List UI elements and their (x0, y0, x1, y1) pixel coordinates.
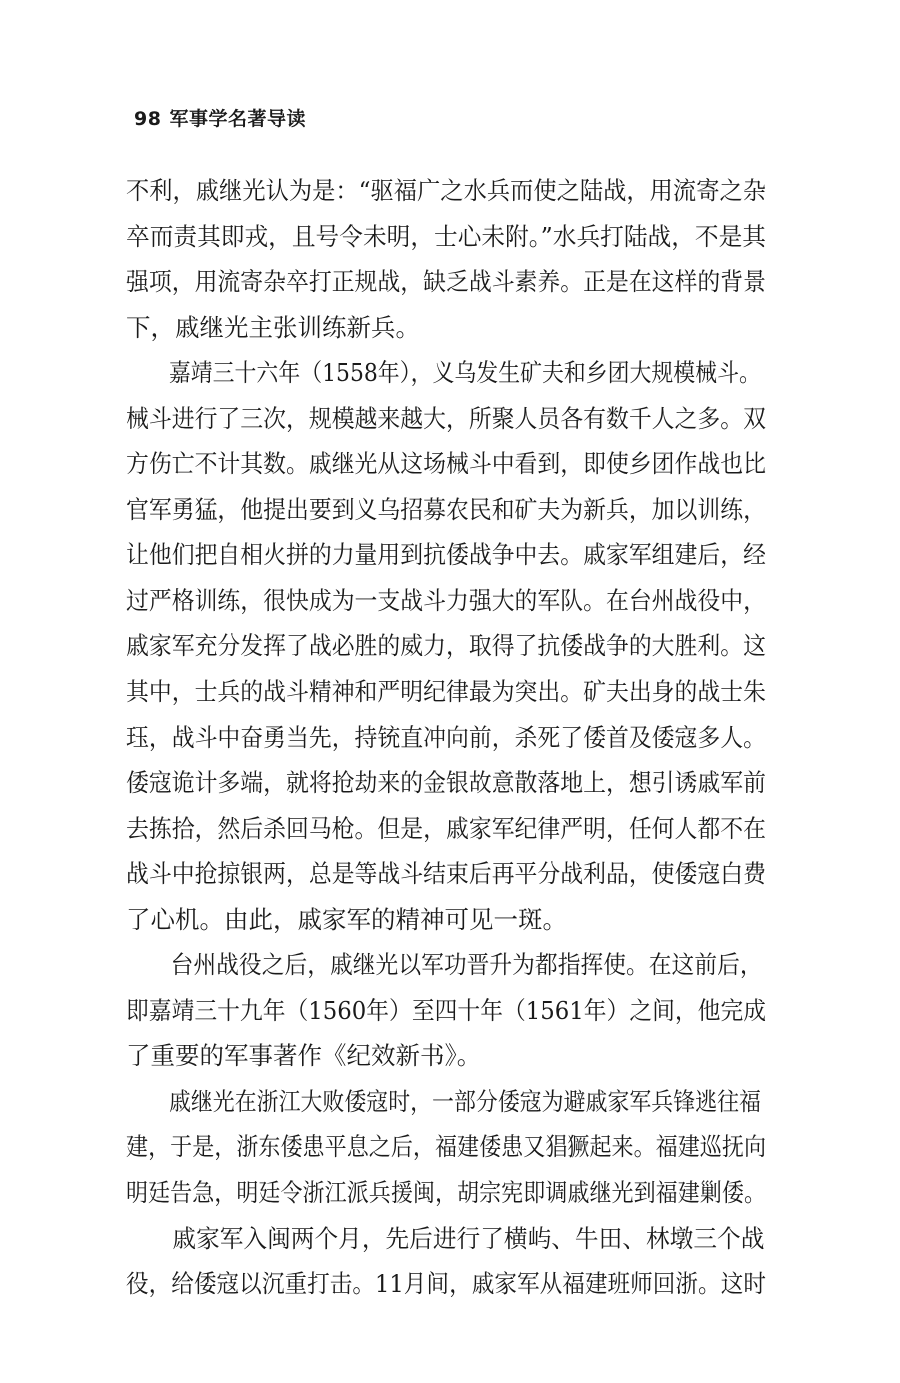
text-line: 台州战役之后，戚继光以军功晋升为都指挥使。在这前后， (170, 950, 763, 980)
text-line: 了心机。由此，戚家军的精神可见一斑。 (126, 904, 567, 934)
text-line: 过严格训练，很快成为一支战斗力强大的军队。在台州战役中， (126, 585, 766, 615)
text-line: 戚家军充分发挥了战必胜的威力，取得了抗倭战争的大胜利。这 (126, 631, 766, 661)
text-line: 明廷告急，明廷令浙江派兵援闽，胡宗宪即调戚继光到福建剿倭。 (126, 1178, 767, 1208)
text-line: 战斗中抢掠银两，总是等战斗结束后再平分战利品，使倭寇白费 (126, 859, 766, 889)
running-header (134, 104, 306, 131)
paragraph (126, 942, 766, 1079)
text-line: 了重要的军事著作《纪效新书》。 (126, 1041, 482, 1071)
text-line: 不利，戚继光认为是：“驱福广之水兵而使之陆战，用流寄之杂 (126, 176, 766, 205)
text-line: 让他们把自相火拼的力量用到抗倭战争中去。戚家军组建后，经 (126, 540, 766, 570)
text-line: 其中，士兵的战斗精神和严明纪律最为突出。矿夫出身的战士朱 (126, 677, 766, 707)
paragraph (126, 168, 766, 350)
text-line: 下，戚继光主张训练新兵。 (126, 312, 420, 342)
text-line: 珏，战斗中奋勇当先，持铳直冲向前，杀死了倭首及倭寇多人。 (126, 722, 766, 752)
paragraph (126, 1079, 766, 1216)
text-line: 建，于是，浙东倭患平息之后，福建倭患又猖獗起来。福建巡抚向 (126, 1132, 767, 1162)
paragraph (126, 350, 766, 942)
text-line: 戚家军入闽两个月，先后进行了横屿、牛田、林墩三个战 (172, 1223, 765, 1253)
text-line: 械斗进行了三次，规模越来越大，所聚人员各有数千人之多。双 (126, 403, 766, 433)
text-line: 强项，用流寄杂卒打正规战，缺乏战斗素养。正是在这样的背景 (126, 267, 766, 297)
text-line: 役，给倭寇以沉重打击。11月间，戚家军从福建班师回浙。这时 (126, 1269, 766, 1299)
text-line: 即嘉靖三十九年（1560年）至四十年（1561年）之间，他完成 (126, 995, 767, 1025)
text-line: 戚继光在浙江大败倭寇时，一部分倭寇为避戚家军兵锋逃往福 (168, 1086, 761, 1116)
text-line: 倭寇诡计多端，就将抢劫来的金银故意散落地上，想引诱戚军前 (126, 768, 766, 798)
text-line: 方伤亡不计其数。戚继光从这场械斗中看到，即使乡团作战也比 (126, 449, 766, 479)
book-title: 军事学名著导读 (169, 108, 306, 130)
text-line: 去拣拾，然后杀回马枪。但是，戚家军纪律严明，任何人都不在 (126, 813, 766, 843)
page-number: 98 (134, 108, 162, 130)
text-line: 嘉靖三十六年（1558年），义乌发生矿夫和乡团大规模械斗。 (168, 358, 761, 388)
text-line: 官军勇猛，他提出要到义乌招募农民和矿夫为新兵，加以训练， (126, 494, 766, 524)
body-text (126, 168, 766, 1307)
text-line: 卒而责其即戎，且号令未明，士心未附。”水兵打陆战，不是其 (126, 221, 767, 251)
paragraph (126, 1216, 766, 1307)
